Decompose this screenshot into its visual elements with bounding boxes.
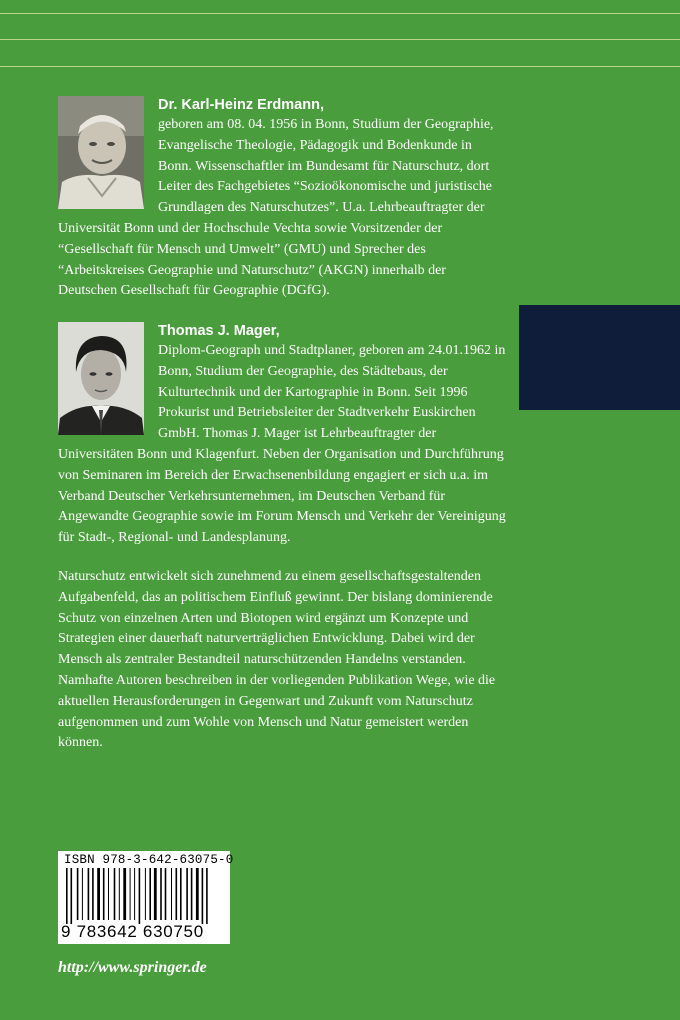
barcode-bar [139, 868, 141, 924]
top-rule-2 [0, 39, 680, 40]
barcode-bar [92, 868, 94, 920]
barcode-bar [103, 868, 105, 920]
barcode-bar [71, 868, 73, 924]
accent-block [519, 305, 680, 410]
barcode-bar [206, 868, 208, 924]
ean-number: 9 783642 630750 [61, 922, 204, 941]
barcode-bar [186, 868, 188, 920]
top-rule-3 [0, 66, 680, 67]
barcode-bar [88, 868, 90, 920]
publisher-url[interactable]: http://www.springer.de [58, 959, 207, 976]
barcode-bar [154, 868, 157, 920]
barcode-bar [66, 868, 68, 924]
barcode-bar [180, 868, 182, 920]
author-photo-erdmann [58, 96, 144, 209]
barcode-bar [176, 868, 178, 920]
barcode-bars [66, 868, 222, 924]
barcode-bar [119, 868, 120, 920]
barcode-bar [160, 868, 162, 920]
barcode-bar [145, 868, 146, 920]
barcode-bar [77, 868, 79, 920]
barcode-bar [123, 868, 126, 920]
barcode-bar [82, 868, 83, 920]
barcode-bar [196, 868, 199, 920]
book-summary: Naturschutz entwickelt sich zunehmend zu einem gesellschaftsgestaltenden Aufgabenfeld, das an politischem Einfluß gewinnt. Der bislang dominierende Schutz von einzelnen Arten und Biotopen wird ergänzt um Konzepte und Strategien einer dauerhaft naturverträglichen Entwicklung. Dabei wird der Mensch als zentraler Bestandteil naturschützenden Handelns verstanden. Namhafte Autoren beschreiben in der vorliegenden Publikation Wege, wie die aktuellen Herausforderungen in Gegenwart und Zukunft vom Naturschutz aufgenommen und zum Wohle von Mensch und Natur gemeistert werden können. [58, 569, 496, 751]
author-name-erdmann: Dr. Karl-Heinz Erdmann, [158, 97, 324, 113]
barcode-bar [130, 868, 131, 920]
author-name-mager: Thomas J. Mager, [158, 323, 280, 339]
barcode-bar [108, 868, 109, 920]
author-text-erdmann: geboren am 08. 04. 1956 in Bonn, Studium der Geographie, Evangelische Theologie, Pädagogik und Bodenkunde in Bonn. Wissenschaftler im Bundesamt für Naturschutz, dort Leiter des Fachgebietes “Sozioökonomische und juristische Grundlagen des Naturschutzes”. U.a. Lehrbeauftragter der Universität Bonn und der Hochschule Vechta sowie Vorsitzender der “Gesellschaft für Mensch und Umwelt” (GMU) und Sprecher des “Arbeitskreises Geographie und Naturschutz” (AKGN) innerhalb der Deutschen Gesellschaft für Geographie (DGfG). [58, 117, 494, 299]
barcode-bar [149, 868, 151, 920]
author-photo-mager [58, 322, 144, 435]
top-rule-1 [0, 13, 680, 14]
barcode-bar [134, 868, 135, 920]
barcode-bar [97, 868, 100, 920]
barcode-bar [191, 868, 193, 920]
author-bio-mager [58, 322, 508, 549]
barcode-bar [165, 868, 167, 920]
isbn-barcode [58, 851, 234, 944]
barcode-bar [171, 868, 172, 920]
isbn-label: ISBN 978-3-642-63075-0 [64, 853, 234, 867]
author-text-mager: Diplom-Geograph und Stadtplaner, geboren am 24.01.1962 in Bonn, Studium der Geographie, des Städtebaus, der Kulturtechnik und der Kartographie in Bonn. Seit 1996 Prokurist und Betriebsleiter der Stadtverkehr Euskirchen GmbH. Thomas J. Mager ist Lehrbeauftragter der Universitäten Bonn und Klagenfurt. Neben der Organisation und Durchführung von Seminaren im Bereich der Erwachsenenbildung engagiert er sich u.a. im Verband Deutscher Verkehrsunternehmen, im Deutschen Verband für Angewandte Geographie sowie im Forum Mensch und Verkehr der Vereinigung für Stadt-, Regional- und Landesplanung. [58, 343, 506, 546]
barcode-bar [114, 868, 116, 920]
barcode-bar [202, 868, 204, 924]
author-bio-erdmann [58, 96, 508, 302]
